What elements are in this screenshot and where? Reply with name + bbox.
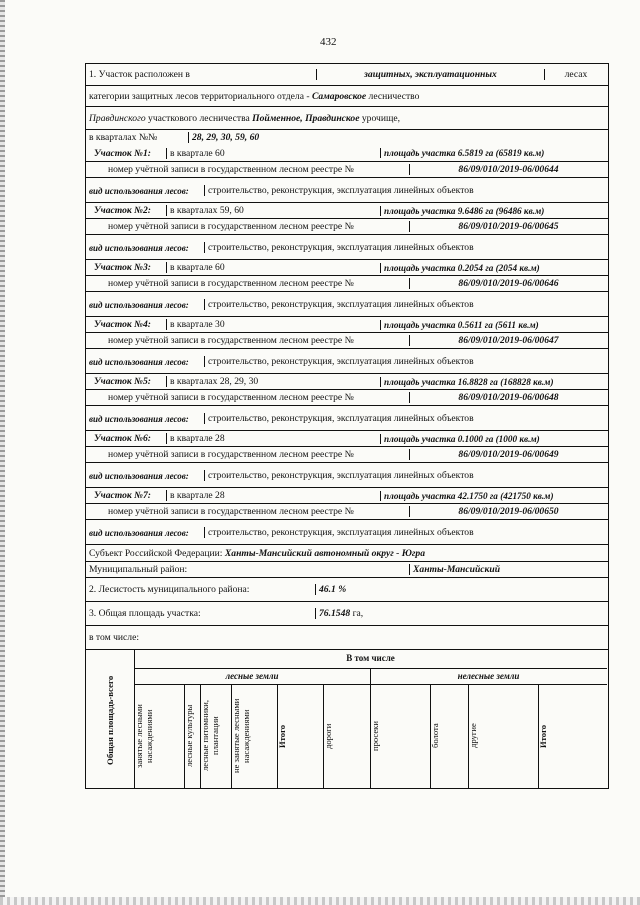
forest-col-heading: лесные культуры bbox=[184, 704, 194, 768]
plot-use-value: строительство, реконструкция, эксплуатация линейных объектов bbox=[204, 413, 607, 424]
municipal-value: Ханты-Мансийский bbox=[409, 564, 607, 575]
plot-label: Участок №5: bbox=[94, 376, 151, 387]
plot-use-value: строительство, реконструкция, эксплуатация линейных объектов bbox=[204, 185, 607, 196]
plot-label: Участок №4: bbox=[94, 319, 151, 330]
total-area-label: 3. Общая площадь участка: bbox=[89, 608, 201, 619]
plot-label: Участок №1: bbox=[94, 147, 151, 159]
plot-use-label: вид использования лесов: bbox=[89, 413, 189, 424]
plot-use-row bbox=[86, 291, 608, 316]
scan-edge-bottom bbox=[0, 897, 640, 905]
plot-quarter: в квартале 60 bbox=[166, 262, 380, 273]
subject-text: Субъект Российской Федерации: Ханты-Мансийский автономный округ - Югра bbox=[89, 547, 425, 559]
plot-use-row bbox=[86, 462, 608, 487]
forest-lands-heading: лесные земли bbox=[225, 671, 279, 681]
plot-use-row bbox=[86, 177, 608, 202]
plot-use-label: вид использования лесов: bbox=[89, 527, 189, 538]
plot-use-value: строительство, реконструкция, эксплуатация линейных объектов bbox=[204, 527, 607, 538]
plot-label: Участок №3: bbox=[94, 262, 151, 273]
plot-quarter: в кварталах 28, 29, 30 bbox=[166, 376, 380, 387]
plot-use-row bbox=[86, 348, 608, 373]
plot-use-row bbox=[86, 405, 608, 430]
plot-title-row bbox=[86, 145, 608, 161]
plot-registry-number: 86/09/010/2019-06/00650 bbox=[409, 506, 607, 517]
plot-title-row bbox=[86, 202, 608, 218]
plot-area: площадь участка 42.1750 га (421750 кв.м) bbox=[380, 491, 607, 501]
plot-quarter: в квартале 28 bbox=[166, 433, 380, 444]
plot-area: площадь участка 9.6486 га (96486 кв.м) bbox=[380, 206, 607, 216]
forest-type: защитных, эксплуатационных bbox=[316, 69, 544, 80]
plot-quarter: в квартале 28 bbox=[166, 490, 380, 501]
including-label: в том числе: bbox=[89, 632, 140, 643]
plot-area: площадь участка 0.2054 га (2054 кв.м) bbox=[380, 263, 607, 273]
plot-registry-row bbox=[86, 446, 608, 462]
forest-col-heading: не занятые лесными насаждениями bbox=[231, 698, 251, 774]
plot-registry-label: номер учётной записи в государственном лесном реестре № bbox=[108, 221, 354, 232]
plot-use-label: вид использования лесов: bbox=[89, 242, 189, 253]
plot-registry-row bbox=[86, 161, 608, 177]
nonforest-col-heading: Итого bbox=[538, 724, 548, 748]
plot-use-value: строительство, реконструкция, эксплуатация линейных объектов bbox=[204, 470, 607, 481]
nonforest-col-heading: другие bbox=[468, 723, 478, 749]
district-row bbox=[86, 106, 608, 129]
nonforest-col-heading: дороги bbox=[323, 723, 333, 749]
subject-row bbox=[86, 544, 608, 561]
plot-registry-label: номер учётной записи в государственном лесном реестре № bbox=[108, 506, 354, 517]
forest-col-heading: Итого bbox=[277, 724, 287, 748]
plot-quarter: в квартале 60 bbox=[166, 148, 380, 159]
location-row bbox=[86, 64, 608, 85]
plots-list bbox=[86, 145, 608, 544]
plot-label: Участок №7: bbox=[94, 490, 151, 501]
municipal-row bbox=[86, 561, 608, 577]
plot-title-row bbox=[86, 373, 608, 389]
category-text: категории защитных лесов территориального отдела - Самаровское лесничество bbox=[89, 90, 420, 102]
plot-area: площадь участка 6.5819 га (65819 кв.м) bbox=[380, 148, 607, 158]
nonforest-col-heading: болота bbox=[430, 723, 440, 749]
forest-cover-row bbox=[86, 577, 608, 601]
district-text: Правдинского участкового лесничества Пойменное, Правдинское урочище, bbox=[89, 112, 401, 124]
forests-word: лесах bbox=[544, 69, 607, 80]
including-heading: В том числе bbox=[346, 653, 395, 663]
plot-label: Участок №2: bbox=[94, 205, 151, 216]
plot-registry-row bbox=[86, 275, 608, 291]
forest-plot-form bbox=[85, 63, 609, 789]
forest-col-heading: лесные питомники, плантации bbox=[200, 700, 220, 772]
plot-use-row bbox=[86, 519, 608, 544]
plot-registry-label: номер учётной записи в государственном лесном реестре № bbox=[108, 335, 354, 346]
total-area-col: Общая площадь-всего bbox=[105, 675, 115, 765]
plot-quarter: в квартале 30 bbox=[166, 319, 380, 330]
total-area-row bbox=[86, 601, 608, 625]
forest-cover-label: 2. Лесистость муниципального района: bbox=[89, 584, 250, 595]
municipal-label: Муниципальный район: bbox=[89, 564, 188, 575]
forest-cover-value: 46.1 % bbox=[315, 584, 607, 595]
plot-use-label: вид использования лесов: bbox=[89, 299, 189, 310]
plot-area: площадь участка 16.8828 га (168828 кв.м) bbox=[380, 377, 607, 387]
plot-registry-row bbox=[86, 332, 608, 348]
area-breakdown-header bbox=[86, 649, 608, 788]
plot-use-label: вид использования лесов: bbox=[89, 470, 189, 481]
plot-use-value: строительство, реконструкция, эксплуатация линейных объектов bbox=[204, 242, 607, 253]
plot-registry-number: 86/09/010/2019-06/00644 bbox=[409, 164, 607, 175]
page-number: 432 bbox=[320, 36, 337, 48]
plot-title-row bbox=[86, 430, 608, 446]
total-area-cell: 76.1548 га, bbox=[315, 608, 607, 619]
plot-registry-number: 86/09/010/2019-06/00648 bbox=[409, 392, 607, 403]
quarters-label: в кварталах №№ bbox=[89, 132, 158, 143]
plot-registry-number: 86/09/010/2019-06/00645 bbox=[409, 221, 607, 232]
plot-registry-number: 86/09/010/2019-06/00647 bbox=[409, 335, 607, 346]
forest-col-heading: занятые лесными насаждениями bbox=[134, 704, 154, 768]
plot-area: площадь участка 0.5611 га (5611 кв.м) bbox=[380, 320, 607, 330]
plot-quarter: в кварталах 59, 60 bbox=[166, 205, 380, 216]
nonforest-col-heading: просеки bbox=[370, 721, 380, 751]
plot-registry-row bbox=[86, 218, 608, 234]
plot-registry-label: номер учётной записи в государственном лесном реестре № bbox=[108, 392, 354, 403]
plot-label: Участок №6: bbox=[94, 433, 151, 444]
plot-registry-number: 86/09/010/2019-06/00646 bbox=[409, 278, 607, 289]
quarters-value: 28, 29, 30, 59, 60 bbox=[188, 132, 607, 143]
plot-use-label: вид использования лесов: bbox=[89, 356, 189, 367]
plot-registry-number: 86/09/010/2019-06/00649 bbox=[409, 449, 607, 460]
plot-registry-row bbox=[86, 389, 608, 405]
category-row bbox=[86, 85, 608, 106]
plot-use-label: вид использования лесов: bbox=[89, 185, 189, 196]
location-label: 1. Участок расположен в bbox=[89, 69, 190, 80]
nonforest-lands-heading: нелесные земли bbox=[457, 671, 520, 681]
including-row bbox=[86, 625, 608, 649]
plot-title-row bbox=[86, 316, 608, 332]
plot-registry-label: номер учётной записи в государственном лесном реестре № bbox=[108, 278, 354, 289]
plot-use-value: строительство, реконструкция, эксплуатация линейных объектов bbox=[204, 299, 607, 310]
plot-registry-label: номер учётной записи в государственном лесном реестре № bbox=[108, 449, 354, 460]
scan-edge-left bbox=[0, 0, 5, 905]
plot-registry-label: номер учётной записи в государственном лесном реестре № bbox=[108, 164, 354, 175]
plot-use-value: строительство, реконструкция, эксплуатация линейных объектов bbox=[204, 356, 607, 367]
plot-registry-row bbox=[86, 503, 608, 519]
plot-title-row bbox=[86, 259, 608, 275]
plot-use-row bbox=[86, 234, 608, 259]
plot-title-row bbox=[86, 487, 608, 503]
plot-area: площадь участка 0.1000 га (1000 кв.м) bbox=[380, 434, 607, 444]
quarters-row bbox=[86, 129, 608, 145]
